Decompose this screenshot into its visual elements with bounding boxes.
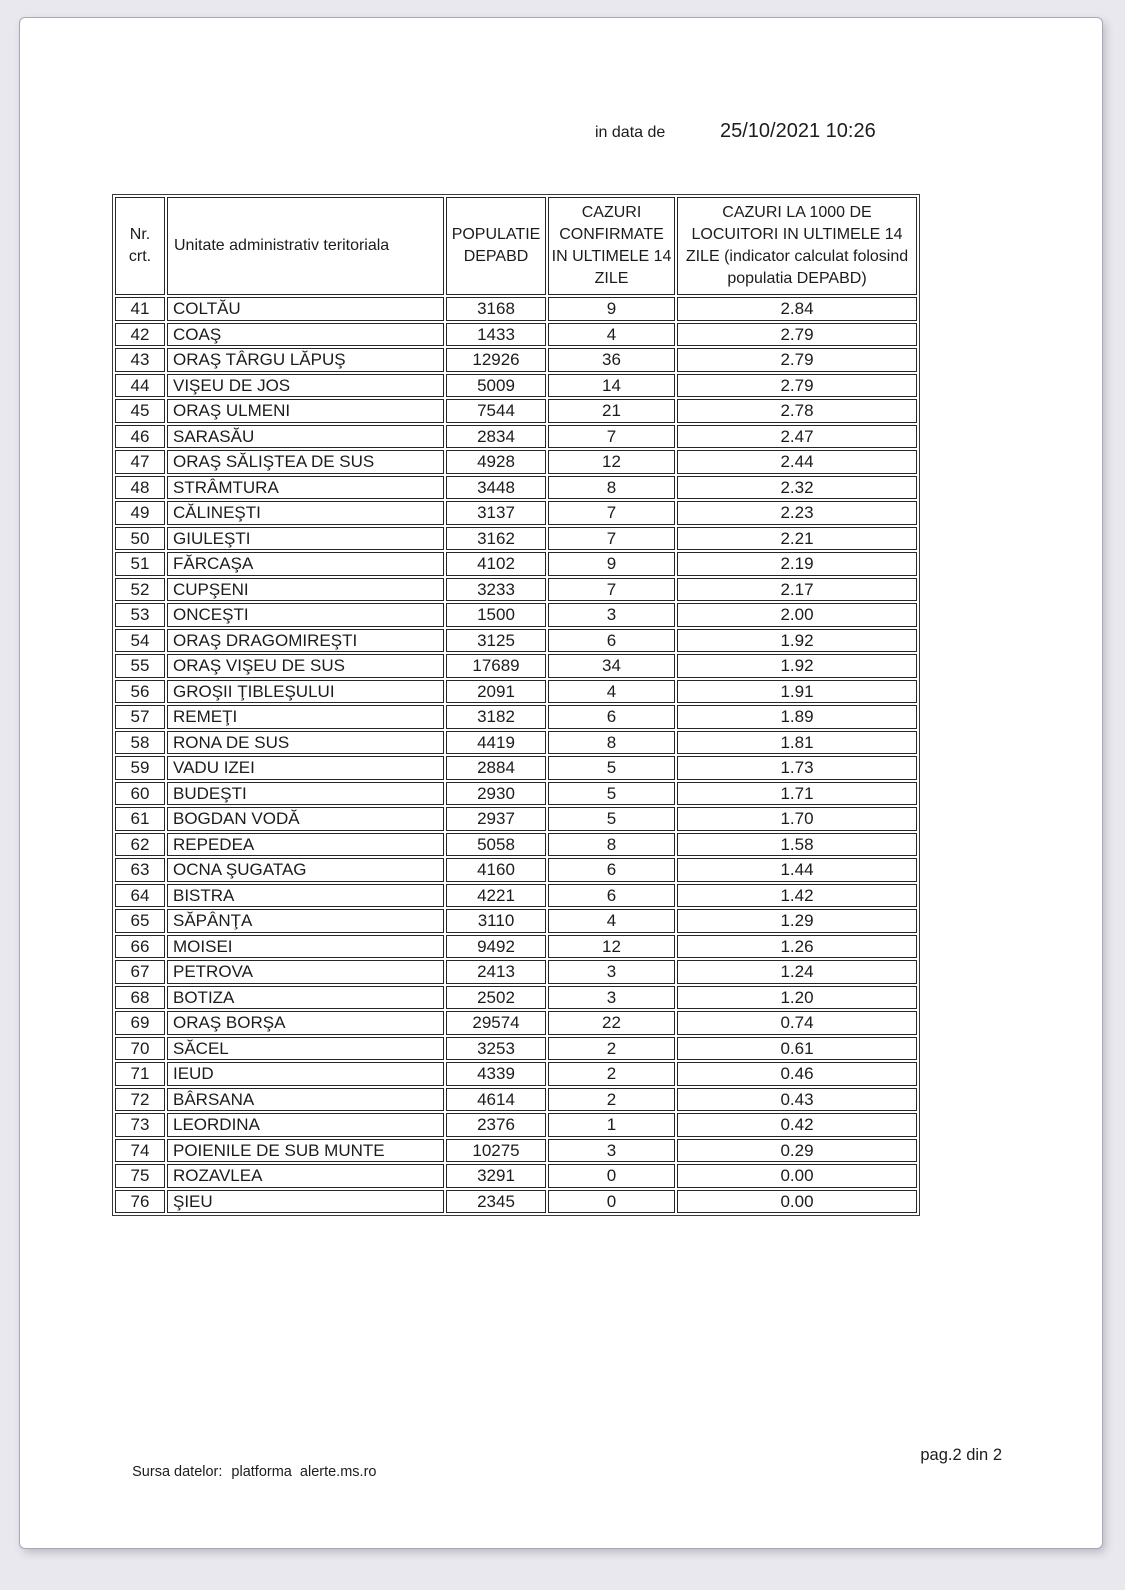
row-number-cell: 50 <box>115 527 165 551</box>
row-number-cell: 76 <box>115 1190 165 1214</box>
rate-cell: 2.79 <box>677 323 917 347</box>
cases-cell: 3 <box>548 986 675 1010</box>
cases-cell: 22 <box>548 1011 675 1035</box>
table-body <box>115 297 917 1213</box>
unit-name-cell: IEUD <box>167 1062 444 1086</box>
rate-cell: 1.73 <box>677 756 917 780</box>
cases-cell: 21 <box>548 399 675 423</box>
cases-cell: 4 <box>548 680 675 704</box>
table-row <box>115 833 917 857</box>
row-number-cell: 48 <box>115 476 165 500</box>
row-number-cell: 54 <box>115 629 165 653</box>
cases-cell: 9 <box>548 552 675 576</box>
rate-cell: 1.24 <box>677 960 917 984</box>
rate-cell: 1.29 <box>677 909 917 933</box>
cases-cell: 7 <box>548 578 675 602</box>
cases-cell: 7 <box>548 425 675 449</box>
row-number-cell: 42 <box>115 323 165 347</box>
unit-name-cell: LEORDINA <box>167 1113 444 1137</box>
cases-cell: 8 <box>548 476 675 500</box>
cases-cell: 14 <box>548 374 675 398</box>
cases-cell: 36 <box>548 348 675 372</box>
population-cell: 12926 <box>446 348 546 372</box>
header-nr-crt: Nr. crt. <box>115 197 165 295</box>
rate-cell: 2.23 <box>677 501 917 525</box>
population-cell: 3291 <box>446 1164 546 1188</box>
unit-name-cell: BISTRA <box>167 884 444 908</box>
row-number-cell: 47 <box>115 450 165 474</box>
unit-name-cell: ORAŞ BORŞA <box>167 1011 444 1035</box>
row-number-cell: 51 <box>115 552 165 576</box>
rate-cell: 2.79 <box>677 348 917 372</box>
unit-name-cell: BUDEŞTI <box>167 782 444 806</box>
row-number-cell: 52 <box>115 578 165 602</box>
row-number-cell: 75 <box>115 1164 165 1188</box>
cases-cell: 5 <box>548 807 675 831</box>
row-number-cell: 74 <box>115 1139 165 1163</box>
header-cazuri-confirmate: CAZURI CONFIRMATE IN ULTIMELE 14 ZILE <box>548 197 675 295</box>
population-cell: 2884 <box>446 756 546 780</box>
source-label: Sursa datelor: <box>132 1464 223 1480</box>
table-row <box>115 756 917 780</box>
rate-cell: 0.74 <box>677 1011 917 1035</box>
row-number-cell: 56 <box>115 680 165 704</box>
unit-name-cell: GROŞII ŢIBLEŞULUI <box>167 680 444 704</box>
population-cell: 2376 <box>446 1113 546 1137</box>
population-cell: 2502 <box>446 986 546 1010</box>
table-row <box>115 501 917 525</box>
unit-name-cell: ORAŞ DRAGOMIREŞTI <box>167 629 444 653</box>
table-row <box>115 1164 917 1188</box>
rate-cell: 2.78 <box>677 399 917 423</box>
unit-name-cell: ONCEŞTI <box>167 603 444 627</box>
row-number-cell: 73 <box>115 1113 165 1137</box>
unit-name-cell: ORAŞ ULMENI <box>167 399 444 423</box>
unit-name-cell: FĂRCAŞA <box>167 552 444 576</box>
table-header-row <box>115 197 917 295</box>
cases-cell: 4 <box>548 323 675 347</box>
population-cell: 3233 <box>446 578 546 602</box>
row-number-cell: 62 <box>115 833 165 857</box>
table-row <box>115 323 917 347</box>
population-cell: 5058 <box>446 833 546 857</box>
table-row <box>115 552 917 576</box>
cases-cell: 6 <box>548 705 675 729</box>
unit-name-cell: MOISEI <box>167 935 444 959</box>
cases-cell: 3 <box>548 603 675 627</box>
cases-cell: 12 <box>548 450 675 474</box>
table-row <box>115 629 917 653</box>
unit-name-cell: ROZAVLEA <box>167 1164 444 1188</box>
header-populatie: POPULATIE DEPABD <box>446 197 546 295</box>
table-row <box>115 1037 917 1061</box>
cases-cell: 6 <box>548 884 675 908</box>
cases-cell: 8 <box>548 731 675 755</box>
table-row <box>115 1088 917 1112</box>
row-number-cell: 69 <box>115 1011 165 1035</box>
population-cell: 17689 <box>446 654 546 678</box>
cases-cell: 2 <box>548 1037 675 1061</box>
table-row <box>115 654 917 678</box>
source-note <box>116 1448 376 1496</box>
population-cell: 2937 <box>446 807 546 831</box>
cases-cell: 34 <box>548 654 675 678</box>
table-row <box>115 680 917 704</box>
cases-cell: 4 <box>548 909 675 933</box>
table-row <box>115 1011 917 1035</box>
row-number-cell: 59 <box>115 756 165 780</box>
rate-cell: 1.81 <box>677 731 917 755</box>
date-value: 25/10/2021 10:26 <box>720 120 876 142</box>
rate-cell: 2.79 <box>677 374 917 398</box>
header-cazuri-la-1000: CAZURI LA 1000 DE LOCUITORI IN ULTIMELE 14 ZILE (indicator calculat folosind populatia DEPABD) <box>677 197 917 295</box>
population-cell: 5009 <box>446 374 546 398</box>
population-cell: 10275 <box>446 1139 546 1163</box>
table-row <box>115 527 917 551</box>
unit-name-cell: ŞIEU <box>167 1190 444 1214</box>
table-row <box>115 476 917 500</box>
rate-cell: 0.46 <box>677 1062 917 1086</box>
rate-cell: 1.92 <box>677 654 917 678</box>
row-number-cell: 64 <box>115 884 165 908</box>
table-row <box>115 1190 917 1214</box>
population-cell: 4102 <box>446 552 546 576</box>
population-cell: 2834 <box>446 425 546 449</box>
rate-cell: 0.00 <box>677 1190 917 1214</box>
table-row <box>115 1139 917 1163</box>
unit-name-cell: BOTIZA <box>167 986 444 1010</box>
rate-cell: 0.42 <box>677 1113 917 1137</box>
unit-name-cell: VADU IZEI <box>167 756 444 780</box>
table-row <box>115 1113 917 1137</box>
table-row <box>115 884 917 908</box>
row-number-cell: 46 <box>115 425 165 449</box>
rate-cell: 2.00 <box>677 603 917 627</box>
row-number-cell: 63 <box>115 858 165 882</box>
table-row <box>115 782 917 806</box>
row-number-cell: 53 <box>115 603 165 627</box>
population-cell: 3448 <box>446 476 546 500</box>
unit-name-cell: REPEDEA <box>167 833 444 857</box>
table-row <box>115 705 917 729</box>
row-number-cell: 71 <box>115 1062 165 1086</box>
table-row <box>115 731 917 755</box>
cases-cell: 5 <box>548 782 675 806</box>
row-number-cell: 68 <box>115 986 165 1010</box>
cases-cell: 2 <box>548 1062 675 1086</box>
row-number-cell: 45 <box>115 399 165 423</box>
table-row <box>115 909 917 933</box>
cases-cell: 7 <box>548 527 675 551</box>
row-number-cell: 57 <box>115 705 165 729</box>
rate-cell: 2.19 <box>677 552 917 576</box>
unit-name-cell: PETROVA <box>167 960 444 984</box>
population-cell: 2930 <box>446 782 546 806</box>
table-row <box>115 807 917 831</box>
cases-cell: 1 <box>548 1113 675 1137</box>
population-cell: 3110 <box>446 909 546 933</box>
rate-cell: 1.58 <box>677 833 917 857</box>
population-cell: 4419 <box>446 731 546 755</box>
table-row <box>115 858 917 882</box>
cases-cell: 6 <box>548 858 675 882</box>
source-value: platforma alerte.ms.ro <box>231 1464 377 1480</box>
cases-cell: 9 <box>548 297 675 321</box>
population-cell: 3182 <box>446 705 546 729</box>
population-cell: 2345 <box>446 1190 546 1214</box>
unit-name-cell: CUPŞENI <box>167 578 444 602</box>
table-row <box>115 399 917 423</box>
table-row <box>115 425 917 449</box>
population-cell: 3253 <box>446 1037 546 1061</box>
population-cell: 7544 <box>446 399 546 423</box>
rate-cell: 2.32 <box>677 476 917 500</box>
rate-cell: 1.20 <box>677 986 917 1010</box>
table-row <box>115 603 917 627</box>
header-unitate: Unitate administrativ teritoriala <box>167 197 444 295</box>
rate-cell: 2.44 <box>677 450 917 474</box>
unit-name-cell: BÂRSANA <box>167 1088 444 1112</box>
table-row <box>115 960 917 984</box>
rate-cell: 1.91 <box>677 680 917 704</box>
population-cell: 4160 <box>446 858 546 882</box>
row-number-cell: 43 <box>115 348 165 372</box>
rate-cell: 1.26 <box>677 935 917 959</box>
rate-cell: 2.84 <box>677 297 917 321</box>
table-row <box>115 935 917 959</box>
row-number-cell: 65 <box>115 909 165 933</box>
population-cell: 4614 <box>446 1088 546 1112</box>
rate-cell: 2.17 <box>677 578 917 602</box>
unit-name-cell: COAŞ <box>167 323 444 347</box>
cases-cell: 0 <box>548 1190 675 1214</box>
table-row <box>115 986 917 1010</box>
population-cell: 4221 <box>446 884 546 908</box>
rate-cell: 0.00 <box>677 1164 917 1188</box>
page-number: pag.2 din 2 <box>920 1446 1002 1464</box>
cases-cell: 12 <box>548 935 675 959</box>
population-cell: 4339 <box>446 1062 546 1086</box>
row-number-cell: 58 <box>115 731 165 755</box>
unit-name-cell: SĂPÂNŢA <box>167 909 444 933</box>
rate-cell: 1.92 <box>677 629 917 653</box>
unit-name-cell: ORAŞ SĂLIŞTEA DE SUS <box>167 450 444 474</box>
population-cell: 3125 <box>446 629 546 653</box>
rate-cell: 2.21 <box>677 527 917 551</box>
population-cell: 2091 <box>446 680 546 704</box>
rate-cell: 2.47 <box>677 425 917 449</box>
rate-cell: 1.70 <box>677 807 917 831</box>
unit-name-cell: SARASĂU <box>167 425 444 449</box>
unit-name-cell: COLTĂU <box>167 297 444 321</box>
rate-cell: 1.42 <box>677 884 917 908</box>
row-number-cell: 41 <box>115 297 165 321</box>
row-number-cell: 60 <box>115 782 165 806</box>
table-row <box>115 374 917 398</box>
table-row <box>115 297 917 321</box>
rate-cell: 1.89 <box>677 705 917 729</box>
row-number-cell: 55 <box>115 654 165 678</box>
unit-name-cell: STRÂMTURA <box>167 476 444 500</box>
row-number-cell: 70 <box>115 1037 165 1061</box>
row-number-cell: 44 <box>115 374 165 398</box>
table-row <box>115 348 917 372</box>
rate-cell: 1.71 <box>677 782 917 806</box>
unit-name-cell: POIENILE DE SUB MUNTE <box>167 1139 444 1163</box>
unit-name-cell: RONA DE SUS <box>167 731 444 755</box>
unit-name-cell: VIŞEU DE JOS <box>167 374 444 398</box>
population-cell: 4928 <box>446 450 546 474</box>
rate-cell: 0.43 <box>677 1088 917 1112</box>
population-cell: 29574 <box>446 1011 546 1035</box>
unit-name-cell: BOGDAN VODĂ <box>167 807 444 831</box>
unit-name-cell: SĂCEL <box>167 1037 444 1061</box>
document-page <box>20 18 1102 1548</box>
table-header <box>115 197 917 295</box>
rate-cell: 1.44 <box>677 858 917 882</box>
rate-cell: 0.29 <box>677 1139 917 1163</box>
population-cell: 9492 <box>446 935 546 959</box>
cases-cell: 6 <box>548 629 675 653</box>
cases-cell: 3 <box>548 960 675 984</box>
population-cell: 3137 <box>446 501 546 525</box>
unit-name-cell: GIULEŞTI <box>167 527 444 551</box>
rate-cell: 0.61 <box>677 1037 917 1061</box>
cases-cell: 8 <box>548 833 675 857</box>
unit-name-cell: REMEŢI <box>167 705 444 729</box>
cases-cell: 2 <box>548 1088 675 1112</box>
population-cell: 2413 <box>446 960 546 984</box>
cases-cell: 3 <box>548 1139 675 1163</box>
date-label: in data de <box>595 124 666 141</box>
cases-table <box>112 194 920 1216</box>
table-row <box>115 450 917 474</box>
row-number-cell: 61 <box>115 807 165 831</box>
table-row <box>115 578 917 602</box>
population-cell: 3168 <box>446 297 546 321</box>
unit-name-cell: CĂLINEŞTI <box>167 501 444 525</box>
table-row <box>115 1062 917 1086</box>
unit-name-cell: ORAŞ VIŞEU DE SUS <box>167 654 444 678</box>
row-number-cell: 67 <box>115 960 165 984</box>
population-cell: 3162 <box>446 527 546 551</box>
row-number-cell: 49 <box>115 501 165 525</box>
population-cell: 1433 <box>446 323 546 347</box>
cases-cell: 7 <box>548 501 675 525</box>
row-number-cell: 66 <box>115 935 165 959</box>
unit-name-cell: ORAŞ TÂRGU LĂPUŞ <box>167 348 444 372</box>
cases-cell: 5 <box>548 756 675 780</box>
unit-name-cell: OCNA ŞUGATAG <box>167 858 444 882</box>
cases-cell: 0 <box>548 1164 675 1188</box>
population-cell: 1500 <box>446 603 546 627</box>
row-number-cell: 72 <box>115 1088 165 1112</box>
